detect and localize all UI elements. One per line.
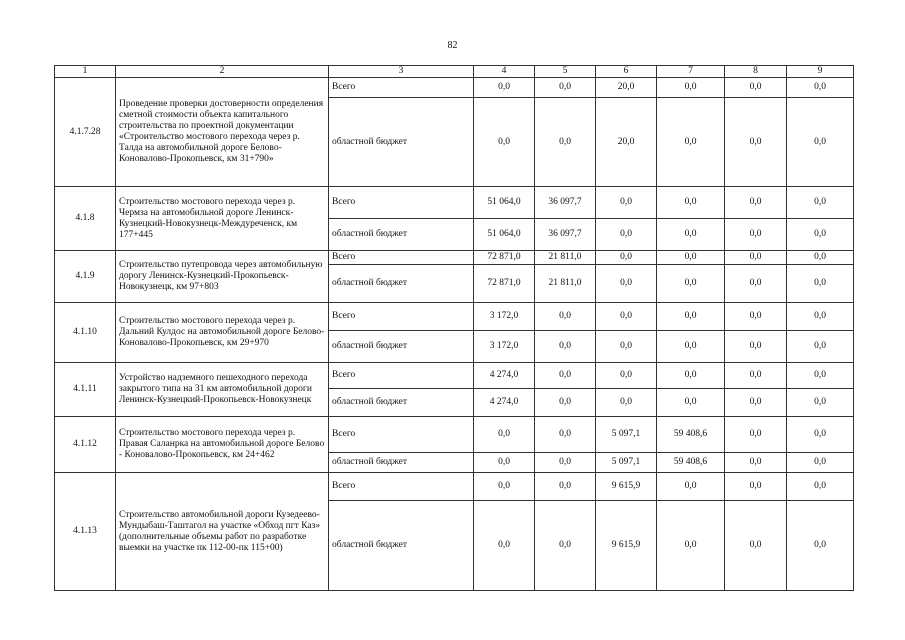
table-row <box>55 251 854 265</box>
amount-cell: 0,0 <box>787 453 854 473</box>
funding-source: Всего <box>329 303 474 331</box>
amount-cell: 0,0 <box>725 265 787 303</box>
amount-cell: 0,0 <box>535 78 596 98</box>
amount-cell: 0,0 <box>787 251 854 265</box>
amount-cell: 0,0 <box>657 251 725 265</box>
amount-cell: 4 274,0 <box>474 389 535 417</box>
amount-cell: 0,0 <box>535 331 596 363</box>
column-header: 5 <box>535 66 596 78</box>
amount-cell: 9 615,9 <box>596 473 657 501</box>
amount-cell: 0,0 <box>787 501 854 591</box>
funding-source: Всего <box>329 363 474 389</box>
amount-cell: 0,0 <box>657 473 725 501</box>
item-code: 4.1.12 <box>55 417 116 473</box>
item-description: Устройство надземного пешеходного перехода закрытого типа на 31 км автомобильной дороги Ленинск-Кузнецкий-Прокопьевск-Новокузнецк <box>116 363 329 417</box>
amount-cell: 0,0 <box>535 98 596 187</box>
amount-cell: 72 871,0 <box>474 251 535 265</box>
amount-cell: 59 408,6 <box>657 453 725 473</box>
item-code: 4.1.7.28 <box>55 78 116 187</box>
amount-cell: 0,0 <box>596 389 657 417</box>
amount-cell: 3 172,0 <box>474 331 535 363</box>
item-description: Строительство путепровода через автомобильную дорогу Ленинск-Кузнецкий-Прокопьевск-Новокузнецк, км 97+803 <box>116 251 329 303</box>
amount-cell: 0,0 <box>787 363 854 389</box>
amount-cell: 0,0 <box>596 303 657 331</box>
amount-cell: 0,0 <box>596 363 657 389</box>
amount-cell: 0,0 <box>787 78 854 98</box>
column-header: 2 <box>116 66 329 78</box>
amount-cell: 36 097,7 <box>535 187 596 219</box>
item-description: Строительство мостового перехода через р. Дальний Кулдос на автомобильной дороге Белово-Коновалово-Прокопьевск, км 29+970 <box>116 303 329 363</box>
funding-source: областной бюджет <box>329 98 474 187</box>
amount-cell: 5 097,1 <box>596 417 657 453</box>
amount-cell: 3 172,0 <box>474 303 535 331</box>
amount-cell: 21 811,0 <box>535 251 596 265</box>
funding-source: Всего <box>329 78 474 98</box>
amount-cell: 0,0 <box>596 251 657 265</box>
amount-cell: 20,0 <box>596 78 657 98</box>
amount-cell: 0,0 <box>474 453 535 473</box>
amount-cell: 0,0 <box>725 389 787 417</box>
amount-cell: 51 064,0 <box>474 219 535 251</box>
amount-cell: 0,0 <box>725 417 787 453</box>
table-row <box>55 78 854 98</box>
column-header: 8 <box>725 66 787 78</box>
amount-cell: 0,0 <box>657 303 725 331</box>
funding-source: областной бюджет <box>329 389 474 417</box>
amount-cell: 0,0 <box>535 303 596 331</box>
amount-cell: 4 274,0 <box>474 363 535 389</box>
column-header: 3 <box>329 66 474 78</box>
budget-table <box>54 65 854 591</box>
funding-source: Всего <box>329 417 474 453</box>
amount-cell: 72 871,0 <box>474 265 535 303</box>
amount-cell: 0,0 <box>787 303 854 331</box>
column-header: 7 <box>657 66 725 78</box>
table-row <box>55 417 854 453</box>
column-header: 1 <box>55 66 116 78</box>
item-code: 4.1.13 <box>55 473 116 591</box>
funding-source: Всего <box>329 251 474 265</box>
amount-cell: 0,0 <box>657 501 725 591</box>
amount-cell: 0,0 <box>535 473 596 501</box>
item-code: 4.1.8 <box>55 187 116 251</box>
amount-cell: 0,0 <box>725 331 787 363</box>
amount-cell: 0,0 <box>657 219 725 251</box>
item-description: Строительство мостового перехода через р. Чермза на автомобильной дороге Ленинск-Кузнецкий-Новокузнецк-Междуреченск, км 177+445 <box>116 187 329 251</box>
amount-cell: 36 097,7 <box>535 219 596 251</box>
amount-cell: 5 097,1 <box>596 453 657 473</box>
amount-cell: 0,0 <box>725 78 787 98</box>
amount-cell: 0,0 <box>787 417 854 453</box>
amount-cell: 0,0 <box>787 98 854 187</box>
amount-cell: 0,0 <box>787 219 854 251</box>
amount-cell: 0,0 <box>657 265 725 303</box>
amount-cell: 0,0 <box>725 251 787 265</box>
amount-cell: 0,0 <box>725 363 787 389</box>
amount-cell: 0,0 <box>596 265 657 303</box>
amount-cell: 0,0 <box>474 501 535 591</box>
item-description: Строительство мостового перехода через р. Правая Саланрка на автомобильной дороге Белово - Коновалово-Прокопьевск, км 24+462 <box>116 417 329 473</box>
funding-source: областной бюджет <box>329 453 474 473</box>
amount-cell: 0,0 <box>535 417 596 453</box>
item-description: Проведение проверки достоверности определения сметной стоимости объекта капитального строительства по проектной документации «Строительство мостового перехода через р. Талда на автомобильной дороге Белово-Коновалово-Прокопьевск, км 31+790» <box>116 78 329 187</box>
page-number: 82 <box>447 40 458 51</box>
amount-cell: 0,0 <box>787 265 854 303</box>
item-description: Строительство автомобильной дороги Кузедеево-Мундыбаш-Таштагол на участке «Обход пгт Каз» (дополнительные объемы работ по разработке выемки на участке пк 112-00-пк 115+00) <box>116 473 329 591</box>
table-header-row <box>55 66 854 78</box>
funding-source: Всего <box>329 187 474 219</box>
table-row <box>55 303 854 331</box>
amount-cell: 9 615,9 <box>596 501 657 591</box>
amount-cell: 20,0 <box>596 98 657 187</box>
item-code: 4.1.11 <box>55 363 116 417</box>
amount-cell: 0,0 <box>535 389 596 417</box>
amount-cell: 0,0 <box>725 98 787 187</box>
table-row <box>55 363 854 389</box>
amount-cell: 0,0 <box>657 187 725 219</box>
table-row <box>55 473 854 501</box>
amount-cell: 0,0 <box>725 303 787 331</box>
item-code: 4.1.9 <box>55 251 116 303</box>
amount-cell: 0,0 <box>725 219 787 251</box>
column-header: 9 <box>787 66 854 78</box>
amount-cell: 0,0 <box>596 331 657 363</box>
amount-cell: 0,0 <box>725 187 787 219</box>
amount-cell: 0,0 <box>657 78 725 98</box>
amount-cell: 0,0 <box>725 501 787 591</box>
amount-cell: 21 811,0 <box>535 265 596 303</box>
column-header: 6 <box>596 66 657 78</box>
amount-cell: 59 408,6 <box>657 417 725 453</box>
amount-cell: 0,0 <box>474 78 535 98</box>
amount-cell: 0,0 <box>535 453 596 473</box>
funding-source: Всего <box>329 473 474 501</box>
amount-cell: 51 064,0 <box>474 187 535 219</box>
amount-cell: 0,0 <box>535 363 596 389</box>
amount-cell: 0,0 <box>535 501 596 591</box>
funding-source: областной бюджет <box>329 265 474 303</box>
amount-cell: 0,0 <box>657 389 725 417</box>
funding-source: областной бюджет <box>329 501 474 591</box>
amount-cell: 0,0 <box>787 473 854 501</box>
amount-cell: 0,0 <box>474 473 535 501</box>
amount-cell: 0,0 <box>474 417 535 453</box>
funding-source: областной бюджет <box>329 331 474 363</box>
amount-cell: 0,0 <box>596 219 657 251</box>
amount-cell: 0,0 <box>725 473 787 501</box>
funding-source: областной бюджет <box>329 219 474 251</box>
column-header: 4 <box>474 66 535 78</box>
table-row <box>55 187 854 219</box>
amount-cell: 0,0 <box>596 187 657 219</box>
item-code: 4.1.10 <box>55 303 116 363</box>
amount-cell: 0,0 <box>657 331 725 363</box>
amount-cell: 0,0 <box>474 98 535 187</box>
amount-cell: 0,0 <box>787 187 854 219</box>
amount-cell: 0,0 <box>657 363 725 389</box>
amount-cell: 0,0 <box>657 98 725 187</box>
amount-cell: 0,0 <box>787 331 854 363</box>
amount-cell: 0,0 <box>787 389 854 417</box>
amount-cell: 0,0 <box>725 453 787 473</box>
